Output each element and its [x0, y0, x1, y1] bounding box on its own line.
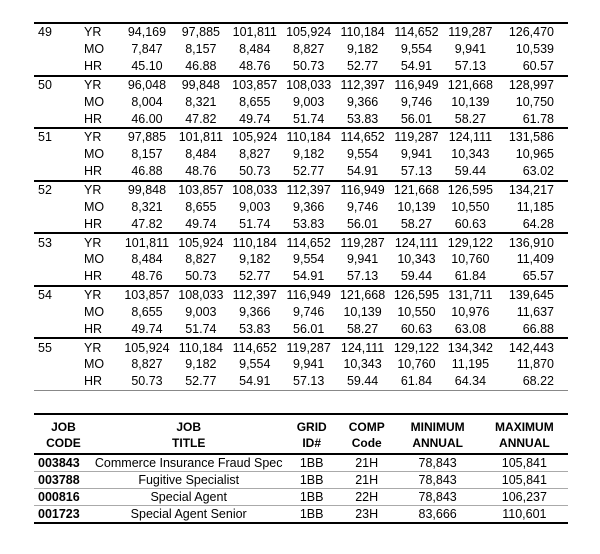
salary-step-value: 60.57 [497, 58, 568, 76]
salary-step-value: 61.84 [390, 373, 444, 390]
grid-id: 1BB [285, 506, 339, 524]
salary-step-value: 9,182 [185, 357, 217, 372]
salary-step-value: 61.84 [443, 268, 497, 286]
salary-step-value: 108,033 [174, 286, 228, 304]
salary-step-value: 114,652 [336, 128, 390, 146]
salary-step-value: 110,184 [228, 233, 282, 251]
pay-period-label: YR [84, 76, 120, 94]
salary-step-value: 46.88 [120, 163, 174, 181]
salary-step-value: 9,366 [239, 304, 271, 319]
salary-step-value: 59.44 [336, 373, 390, 390]
salary-step-value: 65.57 [497, 268, 568, 286]
salary-step-value: 10,760 [397, 357, 436, 372]
salary-step-value: 101,811 [228, 23, 282, 41]
header-line-2: ANNUAL [499, 436, 550, 450]
pay-period-label: MO [84, 42, 105, 57]
header-line-1: JOB [176, 420, 202, 434]
salary-step-value: 128,997 [497, 76, 568, 94]
salary-step-value: 119,287 [336, 233, 390, 251]
salary-step-value: 9,182 [293, 147, 325, 162]
pay-period-label: YR [84, 338, 120, 356]
pay-grade [34, 58, 84, 76]
salary-step-value: 97,885 [174, 23, 228, 41]
salary-step-value: 94,169 [120, 23, 174, 41]
salary-step-value: 63.08 [443, 320, 497, 338]
salary-step-value: 48.76 [174, 163, 228, 181]
salary-step-value: 126,595 [443, 181, 497, 199]
salary-step-value: 9,941 [454, 42, 487, 57]
salary-step-value: 11,195 [451, 357, 490, 372]
header-line-1: GRID [296, 420, 327, 434]
pay-period-label: HR [84, 320, 120, 338]
salary-step-value: 119,287 [282, 338, 336, 356]
salary-step-value: 8,484 [131, 252, 163, 267]
pay-grade [34, 215, 84, 233]
salary-step-value: 105,924 [228, 128, 282, 146]
salary-step-value: 48.76 [228, 58, 282, 76]
salary-step-value: 97,885 [120, 128, 174, 146]
salary-step-value: 116,949 [282, 286, 336, 304]
salary-step-value: 134,217 [497, 181, 568, 199]
salary-step-value: 121,668 [443, 76, 497, 94]
salary-step-value: 131,586 [497, 128, 568, 146]
comp-code: 21H [339, 472, 395, 489]
salary-step-value: 110,184 [282, 128, 336, 146]
salary-step-value: 8,321 [185, 94, 217, 109]
header-line-1: MINIMUM [410, 420, 465, 434]
pay-grade [34, 356, 84, 373]
grid-id: 1BB [285, 489, 339, 506]
salary-step-value: 51.74 [282, 110, 336, 128]
salary-step-value: 58.27 [336, 320, 390, 338]
job-table-column-header [34, 414, 93, 454]
salary-step-value: 9,746 [346, 199, 379, 214]
pay-grade [34, 163, 84, 181]
salary-step-value: 7,847 [131, 42, 163, 57]
job-table-column-header [339, 414, 395, 454]
salary-step-value: 58.27 [390, 215, 444, 233]
salary-step-value: 101,811 [120, 233, 174, 251]
salary-step-value: 54.91 [390, 58, 444, 76]
salary-step-value: 64.28 [497, 215, 568, 233]
salary-step-value: 8,655 [239, 94, 271, 109]
salary-step-value: 129,122 [390, 338, 444, 356]
grid-id: 1BB [285, 454, 339, 472]
salary-row [34, 41, 568, 58]
job-title: Special Agent Senior [93, 506, 285, 524]
salary-step-value: 9,941 [346, 252, 379, 267]
header-line-2: Code [351, 436, 382, 450]
salary-step-value: 9,554 [239, 357, 271, 372]
header-line-1: MAXIMUM [495, 420, 554, 434]
pay-period-label: MO [84, 147, 105, 162]
salary-step-value: 112,397 [228, 286, 282, 304]
pay-grade [34, 251, 84, 268]
salary-step-value: 11,870 [516, 357, 554, 372]
pay-grade [34, 198, 84, 215]
comp-code: 22H [339, 489, 395, 506]
pay-grade [34, 93, 84, 110]
salary-step-value: 48.76 [120, 268, 174, 286]
salary-step-value: 8,484 [185, 147, 217, 162]
minimum-annual: 78,843 [395, 454, 481, 472]
salary-row [34, 198, 568, 215]
salary-step-value: 103,857 [120, 286, 174, 304]
salary-step-value: 52.77 [336, 58, 390, 76]
salary-step-value: 57.13 [390, 163, 444, 181]
pay-grade [34, 41, 84, 58]
salary-step-value: 9,941 [400, 147, 433, 162]
salary-step-value: 46.00 [120, 110, 174, 128]
salary-step-value: 9,366 [293, 199, 325, 214]
salary-step-value: 8,484 [239, 42, 271, 57]
header-line-1: JOB [51, 420, 76, 434]
job-row [34, 472, 568, 489]
salary-step-value: 124,111 [336, 338, 390, 356]
maximum-annual: 105,841 [481, 472, 568, 489]
salary-step-value: 11,185 [516, 199, 554, 214]
salary-step-value: 114,652 [282, 233, 336, 251]
salary-row [34, 23, 568, 41]
salary-step-value: 9,746 [400, 94, 433, 109]
salary-step-value: 47.82 [174, 110, 228, 128]
salary-step-value: 56.01 [336, 215, 390, 233]
pay-period-label: MO [84, 252, 105, 267]
salary-row [34, 233, 568, 251]
job-table-column-header [93, 414, 285, 454]
salary-step-value: 129,122 [443, 233, 497, 251]
salary-step-value: 51.74 [174, 320, 228, 338]
salary-step-value: 99,848 [120, 181, 174, 199]
pay-grade [34, 373, 84, 390]
salary-step-value: 53.83 [282, 215, 336, 233]
salary-step-value: 103,857 [228, 76, 282, 94]
pay-grade [34, 146, 84, 163]
salary-row [34, 163, 568, 181]
salary-row [34, 76, 568, 94]
job-table-column-header [285, 414, 339, 454]
salary-step-value: 112,397 [336, 76, 390, 94]
salary-step-value: 10,550 [451, 199, 490, 214]
salary-step-value: 8,157 [131, 147, 163, 162]
salary-step-value: 8,655 [185, 199, 217, 214]
salary-step-value: 9,554 [400, 42, 433, 57]
job-title: Special Agent [93, 489, 285, 506]
pay-period-label: HR [84, 110, 120, 128]
salary-schedule-table [34, 22, 568, 391]
job-title: Commerce Insurance Fraud Spec [94, 456, 283, 470]
salary-step-value: 10,550 [397, 304, 436, 319]
salary-step-value: 121,668 [336, 286, 390, 304]
salary-step-value: 10,750 [515, 94, 554, 109]
minimum-annual: 83,666 [395, 506, 481, 524]
salary-step-value: 49.74 [228, 110, 282, 128]
pay-period-label: MO [84, 94, 105, 109]
salary-step-value: 121,668 [390, 181, 444, 199]
salary-step-value: 10,343 [451, 147, 490, 162]
salary-step-value: 126,595 [390, 286, 444, 304]
salary-step-value: 108,033 [228, 181, 282, 199]
salary-step-value: 50.73 [120, 373, 174, 390]
salary-step-value: 9,554 [346, 147, 379, 162]
job-row [34, 489, 568, 506]
salary-step-value: 50.73 [282, 58, 336, 76]
job-table-column-header [481, 414, 568, 454]
pay-grade: 49 [34, 23, 84, 41]
salary-step-value: 105,924 [174, 233, 228, 251]
salary-step-value: 66.88 [497, 320, 568, 338]
pay-period-label: MO [84, 357, 105, 372]
salary-row [34, 268, 568, 286]
salary-row [34, 356, 568, 373]
comp-code: 21H [339, 454, 395, 472]
salary-step-value: 63.02 [497, 163, 568, 181]
salary-step-value: 9,003 [239, 199, 271, 214]
job-code: 003843 [34, 454, 93, 472]
salary-step-value: 9,941 [293, 357, 325, 372]
salary-step-value: 57.13 [443, 58, 497, 76]
grid-id: 1BB [285, 472, 339, 489]
salary-step-value: 10,539 [515, 42, 554, 57]
pay-period-label: HR [84, 163, 120, 181]
salary-step-value: 53.83 [336, 110, 390, 128]
salary-step-value: 58.27 [443, 110, 497, 128]
maximum-annual: 106,237 [481, 489, 568, 506]
pay-grade: 54 [34, 286, 84, 304]
pay-period-label: YR [84, 233, 120, 251]
header-line-2: CODE [46, 436, 81, 450]
salary-step-value: 124,111 [390, 233, 444, 251]
salary-step-value: 9,366 [346, 94, 379, 109]
salary-step-value: 10,976 [451, 304, 490, 319]
salary-step-value: 53.83 [228, 320, 282, 338]
salary-step-value: 8,157 [185, 42, 217, 57]
salary-row [34, 320, 568, 338]
salary-step-value: 103,857 [174, 181, 228, 199]
salary-step-value: 110,184 [174, 338, 228, 356]
salary-step-value: 9,182 [239, 252, 271, 267]
pay-period-label: YR [84, 23, 120, 41]
salary-step-value: 8,655 [131, 304, 163, 319]
salary-row [34, 181, 568, 199]
salary-step-value: 119,287 [390, 128, 444, 146]
salary-step-value: 49.74 [174, 215, 228, 233]
salary-step-value: 96,048 [120, 76, 174, 94]
salary-step-value: 57.13 [282, 373, 336, 390]
salary-step-value: 10,139 [343, 304, 382, 319]
salary-step-value: 60.63 [443, 215, 497, 233]
salary-row [34, 146, 568, 163]
pay-period-label: MO [84, 199, 105, 214]
salary-row [34, 304, 568, 321]
job-title: Fugitive Specialist [93, 472, 285, 489]
salary-step-value: 136,910 [497, 233, 568, 251]
pay-grade [34, 304, 84, 321]
salary-step-value: 9,003 [293, 94, 325, 109]
salary-step-value: 114,652 [228, 338, 282, 356]
salary-step-value: 52.77 [282, 163, 336, 181]
job-table-column-header [395, 414, 481, 454]
salary-step-value: 8,004 [131, 94, 163, 109]
salary-step-value: 10,139 [397, 199, 436, 214]
salary-step-value: 9,554 [293, 252, 325, 267]
salary-step-value: 99,848 [174, 76, 228, 94]
salary-step-value: 8,827 [131, 357, 163, 372]
salary-step-value: 45.10 [120, 58, 174, 76]
pay-grade [34, 268, 84, 286]
salary-step-value: 105,924 [282, 23, 336, 41]
salary-step-value: 59.44 [443, 163, 497, 181]
salary-step-value: 116,949 [390, 76, 444, 94]
salary-row [34, 251, 568, 268]
job-code: 001723 [34, 506, 93, 524]
pay-period-label: HR [84, 268, 120, 286]
salary-row [34, 58, 568, 76]
salary-row [34, 338, 568, 356]
maximum-annual: 105,841 [481, 454, 568, 472]
salary-row [34, 93, 568, 110]
header-line-2: ID# [302, 436, 322, 450]
salary-step-value: 60.63 [390, 320, 444, 338]
salary-step-value: 49.74 [120, 320, 174, 338]
salary-step-value: 9,003 [185, 304, 217, 319]
salary-step-value: 68.22 [497, 373, 568, 390]
salary-step-value: 61.78 [497, 110, 568, 128]
comp-code: 23H [339, 506, 395, 524]
salary-step-value: 101,811 [174, 128, 228, 146]
job-table-header-row [34, 414, 568, 454]
maximum-annual: 110,601 [481, 506, 568, 524]
pay-period-label: HR [84, 215, 120, 233]
job-titles-table [34, 413, 568, 524]
salary-step-value: 59.44 [390, 268, 444, 286]
salary-step-value: 11,409 [516, 252, 554, 267]
salary-row [34, 373, 568, 390]
salary-step-value: 134,342 [443, 338, 497, 356]
salary-row [34, 286, 568, 304]
pay-period-label: YR [84, 128, 120, 146]
salary-step-value: 114,652 [390, 23, 444, 41]
salary-step-value: 8,321 [131, 199, 163, 214]
salary-step-value: 131,711 [443, 286, 497, 304]
salary-step-value: 8,827 [239, 147, 271, 162]
pay-grade: 50 [34, 76, 84, 94]
salary-step-value: 57.13 [336, 268, 390, 286]
pay-grade [34, 110, 84, 128]
salary-step-value: 10,760 [451, 252, 490, 267]
salary-step-value: 110,184 [336, 23, 390, 41]
pay-period-label: MO [84, 304, 105, 319]
pay-period-label: HR [84, 373, 120, 390]
salary-step-value: 8,827 [185, 252, 217, 267]
salary-step-value: 10,343 [343, 357, 382, 372]
salary-step-value: 51.74 [228, 215, 282, 233]
salary-step-value: 105,924 [120, 338, 174, 356]
salary-step-value: 9,746 [293, 304, 325, 319]
salary-step-value: 11,637 [516, 304, 554, 319]
pay-grade: 55 [34, 338, 84, 356]
salary-step-value: 54.91 [228, 373, 282, 390]
pay-grade: 51 [34, 128, 84, 146]
job-code: 003788 [34, 472, 93, 489]
salary-step-value: 64.34 [443, 373, 497, 390]
salary-step-value: 126,470 [497, 23, 568, 41]
salary-step-value: 112,397 [282, 181, 336, 199]
salary-step-value: 10,139 [451, 94, 490, 109]
salary-step-value: 8,827 [293, 42, 325, 57]
header-line-2: TITLE [172, 436, 206, 450]
pay-grade [34, 320, 84, 338]
minimum-annual: 78,843 [395, 472, 481, 489]
salary-step-value: 56.01 [390, 110, 444, 128]
salary-step-value: 54.91 [282, 268, 336, 286]
salary-step-value: 52.77 [174, 373, 228, 390]
salary-step-value: 124,111 [443, 128, 497, 146]
pay-grade: 53 [34, 233, 84, 251]
salary-step-value: 50.73 [228, 163, 282, 181]
salary-step-value: 54.91 [336, 163, 390, 181]
pay-grade: 52 [34, 181, 84, 199]
salary-step-value: 47.82 [120, 215, 174, 233]
salary-step-value: 108,033 [282, 76, 336, 94]
job-row [34, 454, 568, 472]
salary-step-value: 10,343 [397, 252, 436, 267]
salary-step-value: 119,287 [443, 23, 497, 41]
salary-step-value: 56.01 [282, 320, 336, 338]
salary-step-value: 10,965 [515, 147, 554, 162]
salary-row [34, 128, 568, 146]
job-row [34, 506, 568, 524]
salary-row [34, 215, 568, 233]
minimum-annual: 78,843 [395, 489, 481, 506]
salary-step-value: 50.73 [174, 268, 228, 286]
salary-step-value: 9,182 [346, 42, 379, 57]
salary-step-value: 46.88 [174, 58, 228, 76]
salary-step-value: 142,443 [497, 338, 568, 356]
job-code: 000816 [34, 489, 93, 506]
salary-step-value: 116,949 [336, 181, 390, 199]
header-line-1: COMP [348, 420, 385, 434]
salary-step-value: 139,645 [497, 286, 568, 304]
header-line-2: ANNUAL [412, 436, 463, 450]
salary-row [34, 110, 568, 128]
salary-step-value: 52.77 [228, 268, 282, 286]
pay-period-label: YR [84, 181, 120, 199]
pay-period-label: HR [84, 58, 120, 76]
pay-period-label: YR [84, 286, 120, 304]
